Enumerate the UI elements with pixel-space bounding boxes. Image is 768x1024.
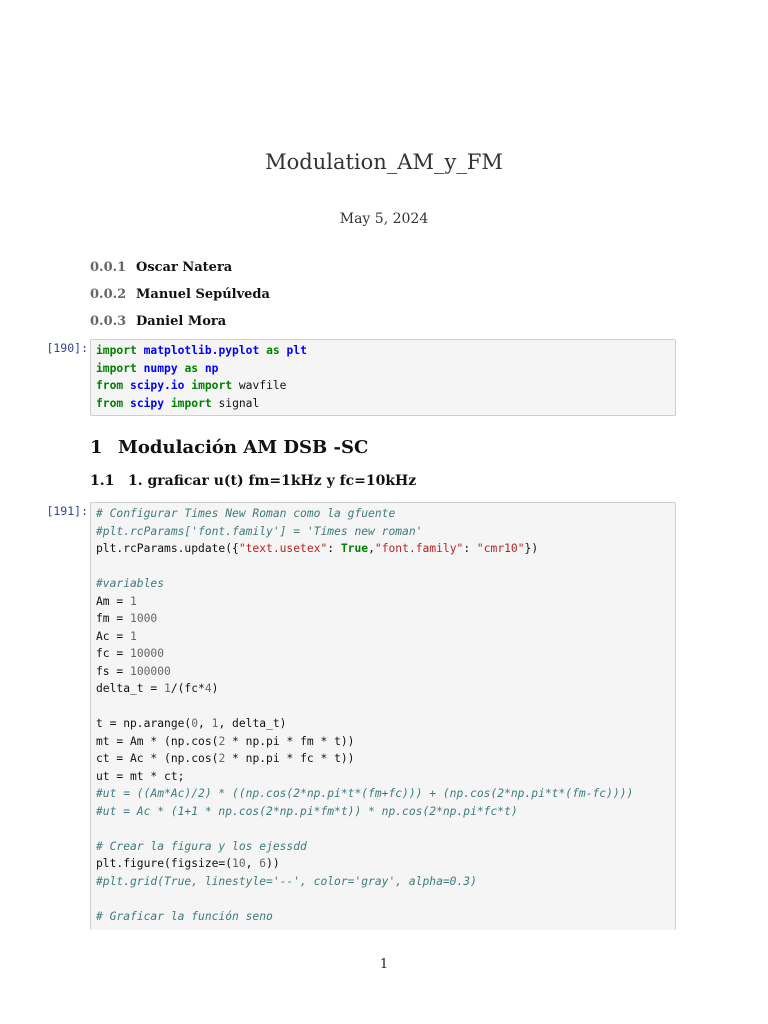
code-token: t = np.arange( — [96, 717, 192, 730]
code-line — [96, 680, 670, 698]
code-token: "text.usetex" — [238, 542, 328, 555]
author-heading — [90, 313, 270, 340]
code-line — [96, 768, 670, 786]
author-name: Daniel Mora — [136, 314, 227, 329]
code-token: plt.figure(figsize=( — [96, 857, 233, 870]
code-token: Am = — [96, 594, 131, 608]
code-token: 1 — [164, 682, 171, 695]
code-line — [96, 505, 670, 523]
code-token: fc = — [96, 647, 131, 660]
author-heading — [90, 259, 270, 286]
document-date: May 5, 2024 — [339, 211, 429, 227]
code-token: , — [198, 717, 212, 730]
code-line — [96, 698, 670, 716]
subsection-title: 1. graficar u(t) fm=1kHz y fc=10kHz — [128, 473, 417, 489]
code-token: as — [266, 344, 280, 357]
code-token: from — [96, 379, 124, 392]
subsection-number: 1.1 — [90, 473, 115, 489]
code-token — [137, 344, 144, 357]
section-number: 1 — [90, 437, 103, 458]
code-input[interactable] — [90, 502, 676, 930]
code-token: import — [96, 361, 137, 375]
code-token: 1 — [130, 594, 137, 608]
code-token: #plt.grid(True, linestyle='--', color='gray', alpha=0.3) — [96, 874, 477, 888]
code-line — [96, 820, 670, 838]
cell-prompt: [191]: — [46, 504, 88, 518]
page-number: 1 — [379, 957, 389, 972]
author-number: 0.0.1 — [90, 260, 127, 275]
code-token: # Configurar Times New Roman como la gfuente — [96, 507, 396, 520]
code-token: 1 — [130, 629, 137, 643]
code-token — [164, 397, 171, 410]
code-token: "font.family" — [374, 542, 464, 555]
code-token — [198, 362, 205, 375]
code-token: plt.rcParams.update({ — [96, 542, 239, 555]
code-line — [96, 360, 670, 378]
code-token: scipy — [130, 396, 165, 410]
code-line — [96, 540, 670, 558]
code-line — [96, 890, 670, 908]
code-line — [96, 803, 670, 821]
code-token: 0 — [191, 717, 199, 730]
code-token: #ut = ((Am*Ac)/2) * ((np.cos(2*np.pi*t*(fm+fc))) + (np.cos(2*np.pi*t*(fm-fc)))) — [96, 787, 634, 800]
code-token: 1 — [211, 717, 219, 730]
code-token: #variables — [96, 577, 165, 590]
code-line — [96, 733, 670, 751]
code-line — [96, 628, 670, 646]
code-token: delta_t = — [96, 682, 165, 695]
code-line — [96, 342, 670, 360]
code-line — [96, 575, 670, 593]
code-line — [96, 908, 670, 926]
code-line — [96, 838, 670, 856]
author-name: Manuel Sepúlveda — [136, 287, 270, 302]
code-token: import — [170, 396, 212, 410]
code-token: , delta_t) — [218, 717, 287, 730]
code-line — [96, 610, 670, 628]
code-line — [96, 523, 670, 541]
author-name: Oscar Natera — [136, 260, 233, 275]
author-list — [90, 259, 270, 340]
subsection-heading — [90, 473, 416, 489]
code-token: fm = — [96, 612, 131, 625]
code-token: 10000 — [130, 647, 165, 660]
code-token: 6 — [259, 857, 267, 870]
code-token: , — [245, 857, 260, 870]
code-token: : — [463, 542, 477, 555]
code-line — [96, 855, 670, 873]
code-token: signal — [211, 396, 260, 410]
code-line — [96, 873, 670, 891]
code-token: 100000 — [130, 664, 171, 678]
code-token: True — [340, 542, 369, 555]
code-token: fs = — [96, 664, 131, 678]
code-token — [123, 379, 130, 392]
author-number: 0.0.2 — [90, 287, 127, 302]
code-line — [96, 663, 670, 681]
code-line — [96, 377, 670, 395]
code-input[interactable] — [90, 339, 676, 416]
code-line — [96, 715, 670, 733]
code-token: }) — [524, 542, 539, 555]
code-token — [137, 362, 144, 375]
code-token: as — [184, 361, 199, 375]
code-token: * np.pi * fc * t)) — [225, 752, 355, 765]
section-title: Modulación AM DSB -SC — [118, 437, 369, 458]
cell-prompt: [190]: — [46, 341, 88, 355]
code-line — [96, 593, 670, 611]
code-token: )) — [266, 857, 280, 870]
code-line — [96, 558, 670, 576]
code-token: #ut = Ac * (1+1 * np.cos(2*np.pi*fm*t)) * np.cos(2*np.pi*fc*t) — [96, 804, 518, 818]
code-token: matplotlib.pyplot — [143, 344, 260, 357]
code-token: ut = mt * ct; — [96, 769, 185, 783]
code-token: "cmr10" — [476, 542, 525, 555]
code-line — [96, 750, 670, 768]
code-token: /(fc* — [170, 682, 205, 695]
code-token: ) — [211, 682, 219, 695]
code-line — [96, 645, 670, 663]
code-token: 4 — [204, 682, 212, 695]
code-token: 2 — [218, 752, 226, 765]
code-token: * np.pi * fm * t)) — [225, 734, 355, 748]
section-heading — [90, 437, 368, 458]
code-token: # Graficar la función seno — [96, 909, 273, 923]
code-token: numpy — [143, 361, 178, 375]
code-line — [96, 785, 670, 803]
code-token: import — [191, 379, 233, 392]
code-token: #plt.rcParams['font.family'] = 'Times new roman' — [96, 524, 423, 538]
code-token — [123, 397, 130, 410]
code-token: mt = Am * (np.cos( — [96, 734, 219, 748]
author-number: 0.0.3 — [90, 314, 127, 329]
code-token: # Crear la figura y los ejessdd — [96, 839, 307, 853]
document-title: Modulation_AM_y_FM — [265, 150, 503, 174]
code-token: from — [96, 396, 124, 410]
code-token: ct = Ac * (np.cos( — [96, 752, 219, 765]
code-token: np — [204, 361, 219, 375]
code-token: scipy.io — [130, 379, 185, 392]
code-token: : — [327, 542, 341, 555]
code-token: 1000 — [130, 612, 158, 625]
author-heading — [90, 286, 270, 313]
code-token: wavfile — [232, 379, 287, 392]
code-token: import — [96, 344, 137, 357]
code-token: 10 — [232, 857, 246, 870]
code-token: , — [368, 542, 375, 555]
code-line — [96, 395, 670, 413]
code-token: Ac = — [96, 629, 131, 643]
code-token: plt — [286, 344, 307, 357]
code-token: 2 — [218, 734, 226, 748]
